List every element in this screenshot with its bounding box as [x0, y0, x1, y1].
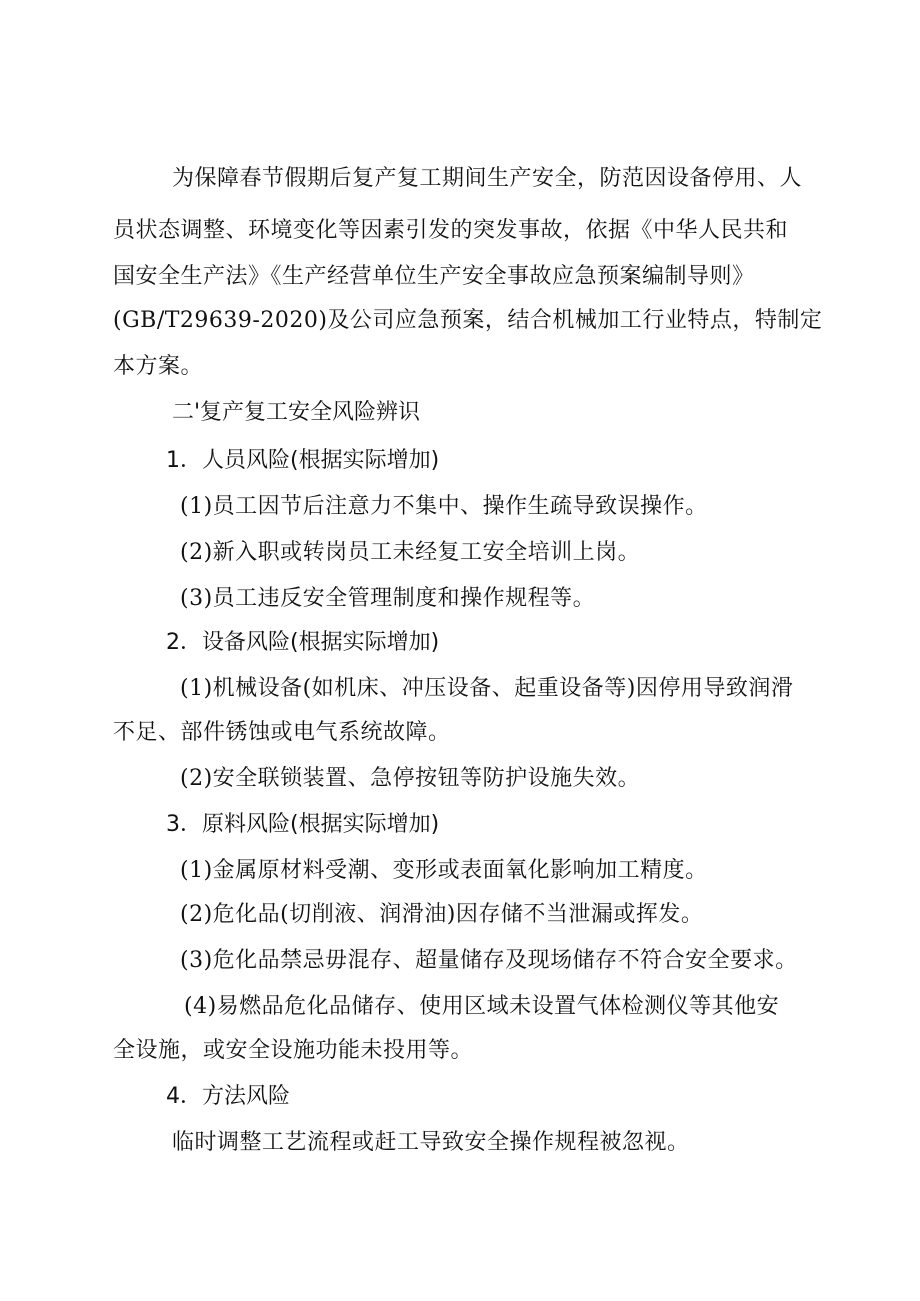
material-risk-item-4-line-1: (4)易燃品危化品储存、使用区域未设置气体检测仪等其他安	[184, 994, 780, 1019]
section-title: 二'复产复工安全风险辨识	[172, 400, 421, 425]
material-risk-item-1: (1)金属原材料受潮、变形或表面氧化影响加工精度。	[180, 858, 708, 883]
material-risk-item-4-line-2: 全设施，或安全设施功能未投用等。	[113, 1038, 474, 1063]
equipment-risk-item-1-line-2: 不足、部件锈蚀或电气系统故障。	[113, 720, 451, 745]
material-risk-item-3: (3)危化品禁忌毋混存、超量储存及现场储存不符合安全要求。	[180, 948, 798, 973]
equipment-risk-heading: 2．设备风险(根据实际增加)	[166, 630, 440, 655]
method-risk-heading: 4．方法风险	[166, 1084, 290, 1109]
intro-line-3: 国安全生产法》《生产经营单位生产安全事故应急预案编制导则》	[113, 264, 755, 289]
intro-line-4: (GB/T29639-2020)及公司应急预案，结合机械加工行业特点，特制定	[113, 308, 823, 333]
method-risk-text: 临时调整工艺流程或赶工导致安全操作规程被忽视。	[172, 1130, 690, 1155]
intro-line-5: 本方案。	[113, 354, 204, 379]
personnel-risk-item-2: (2)新入职或转岗员工未经复工安全培训上岗。	[180, 540, 641, 565]
equipment-risk-item-1-line-1: (1)机械设备(如机床、冲压设备、起重设备等)因停用导致润滑	[180, 676, 794, 701]
material-risk-heading: 3．原料风险(根据实际增加)	[166, 812, 440, 837]
intro-line-1: 为保障春节假期后复产复工期间生产安全，防范因设备停用、人	[172, 166, 803, 191]
equipment-risk-item-2: (2)安全联锁装置、急停按钮等防护设施失效。	[180, 766, 641, 791]
personnel-risk-item-3: (3)员工违反安全管理制度和操作规程等。	[180, 586, 596, 611]
personnel-risk-item-1: (1)员工因节后注意力不集中、操作生疏导致误操作。	[180, 494, 708, 519]
material-risk-item-2: (2)危化品(切削液、润滑油)因存储不当泄漏或挥发。	[180, 902, 704, 927]
intro-line-2: 员状态调整、环境变化等因素引发的突发事故，依据《中华人民共和	[113, 218, 789, 243]
personnel-risk-heading: 1．人员风险(根据实际增加)	[166, 448, 440, 473]
